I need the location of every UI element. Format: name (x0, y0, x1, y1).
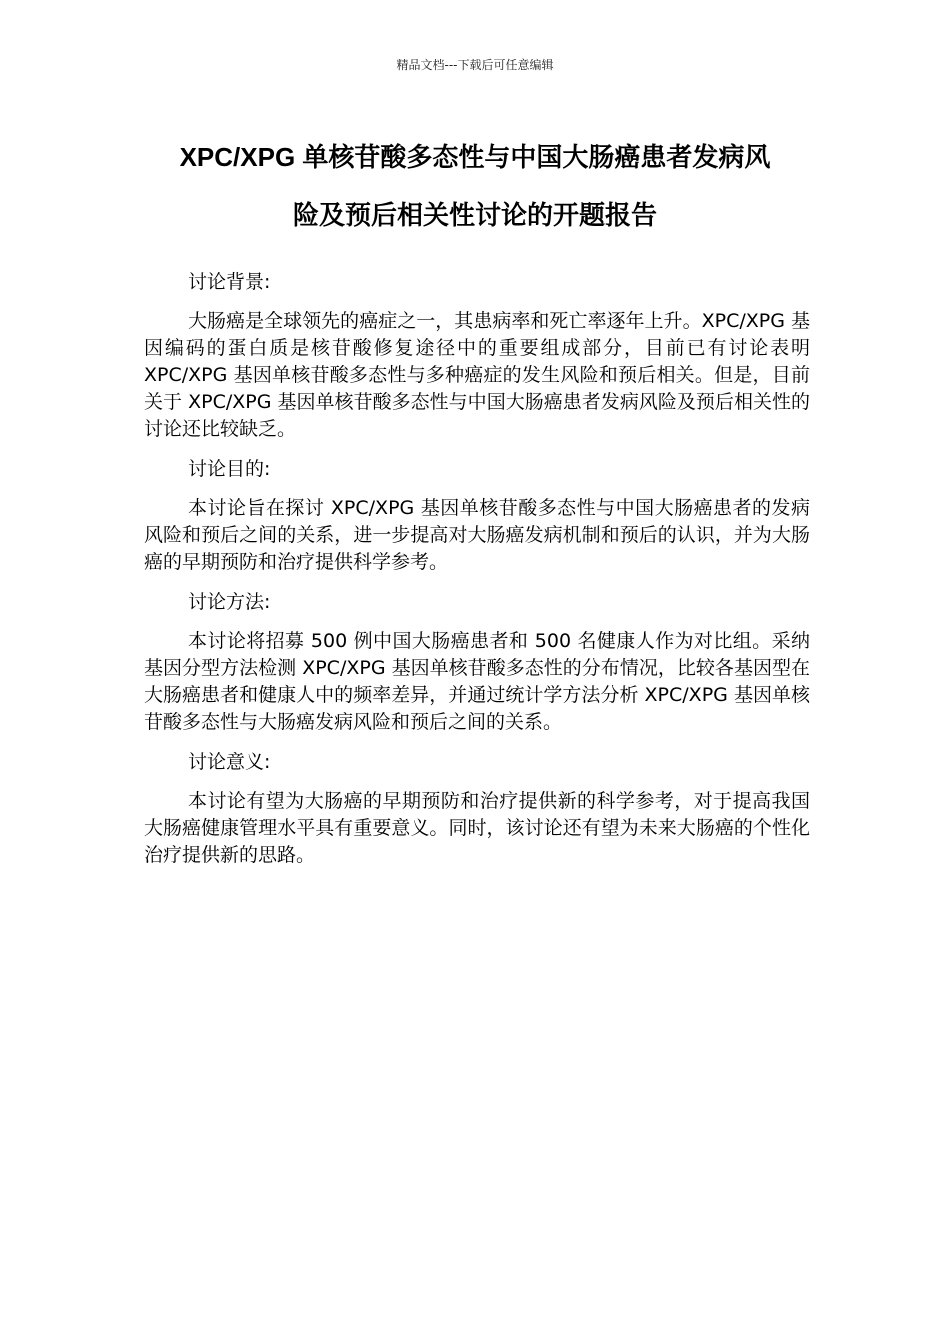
section-heading: 讨论意义: (188, 751, 271, 773)
section-background (144, 268, 810, 443)
section-heading: 讨论背景: (188, 271, 271, 293)
section-heading: 讨论方法: (188, 591, 271, 613)
section-heading: 讨论目的: (188, 458, 271, 480)
section-paragraph: 本讨论将招募 500 例中国大肠癌患者和 500 名健康人作为对比组。采纳基因分型方法检测 XPC/XPG 基因单核苷酸多态性的分布情况，比较各基因型在大肠癌患者和健康人中的频率差异，并通过统计学方法分析 XPC/XPG 基因单核苷酸多态性与大肠癌发病风险和预后之间的关系。 (144, 630, 810, 733)
document-body (144, 268, 810, 881)
section-significance (144, 748, 810, 869)
title-line-2: 险及预后相关性讨论的开题报告 (292, 200, 657, 230)
title-line-1: XPC/XPG 单核苷酸多态性与中国大肠癌患者发病风 (179, 142, 771, 172)
section-paragraph: 大肠癌是全球领先的癌症之一，其患病率和死亡率逐年上升。XPC/XPG 基因编码的蛋白质是核苷酸修复途径中的重要组成部分，目前已有讨论表明 XPC/XPG 基因单核苷酸多态性与多种癌症的发生风险和预后相关。但是，目前关于 XPC/XPG 基因单核苷酸多态性与中国大肠癌患者发病风险及预后相关性的讨论还比较缺乏。 (144, 310, 810, 440)
page-header: 精品文档---下载后可任意编辑 (396, 58, 554, 72)
section-purpose (144, 455, 810, 576)
section-paragraph: 本讨论有望为大肠癌的早期预防和治疗提供新的科学参考，对于提高我国大肠癌健康管理水平具有重要意义。同时，该讨论还有望为未来大肠癌的个性化治疗提供新的思路。 (144, 790, 810, 866)
document-title (140, 128, 810, 244)
section-method (144, 588, 810, 736)
section-paragraph: 本讨论旨在探讨 XPC/XPG 基因单核苷酸多态性与中国大肠癌患者的发病风险和预后之间的关系，进一步提高对大肠癌发病机制和预后的认识，并为大肠癌的早期预防和治疗提供科学参考。 (144, 497, 810, 573)
